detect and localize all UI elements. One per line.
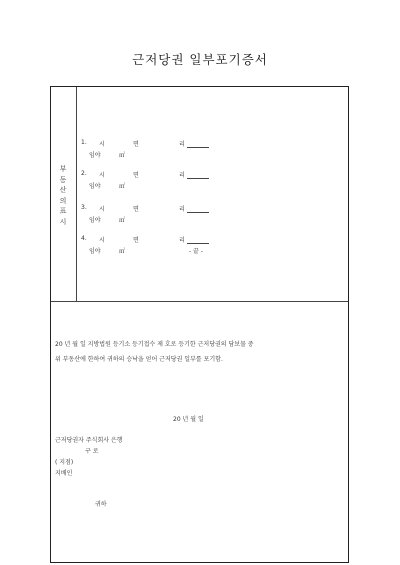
entry-land-type: 임야: [89, 183, 101, 190]
issue-date: 20 년 월 일: [173, 416, 204, 423]
entry-si: 시: [99, 237, 105, 244]
entry-area-unit: ㎡: [119, 248, 126, 255]
entry-si: 시: [99, 206, 105, 213]
property-entry-4: [81, 235, 241, 257]
entry-number: 3.: [81, 204, 87, 211]
signer-line-2: 구 로: [85, 448, 99, 455]
signer-line-1: 근저당권자 주식회사 은행: [55, 437, 123, 444]
entry-land-type: 임야: [89, 217, 101, 224]
entry-myeon: 면: [133, 206, 139, 213]
entry-myeon: 면: [133, 141, 139, 148]
end-marker: - 끝 -: [189, 248, 203, 255]
entry-si: 시: [99, 141, 105, 148]
entry-myeon: 면: [133, 172, 139, 179]
entry-number: 1.: [81, 139, 87, 146]
property-entry-1: [81, 139, 241, 161]
entry-myeon: 면: [133, 237, 139, 244]
property-entry-3: [81, 204, 241, 226]
entry-number: 4.: [81, 235, 87, 242]
entry-area-unit: ㎡: [119, 152, 126, 159]
statement-line-2: 위 부동산에 한하여 귀하의 승낙을 얻어 근저당권 일부를 포기함.: [55, 356, 223, 363]
entry-si: 시: [99, 172, 105, 179]
entry-ri: 리: [179, 204, 209, 213]
property-label: 부 동 산 의 표 시: [59, 165, 67, 226]
entry-ri: 리: [179, 235, 209, 244]
certificate-frame: [50, 86, 349, 563]
property-entry-2: [81, 170, 241, 192]
column-divider: [76, 87, 77, 301]
entry-number: 2.: [81, 170, 87, 177]
entry-land-type: 임야: [89, 152, 101, 159]
entry-area-unit: ㎡: [119, 217, 126, 224]
entry-ri: 리: [179, 170, 209, 179]
entry-area-unit: ㎡: [119, 183, 126, 190]
page-title: 근저당권 일부포기증서: [132, 52, 268, 67]
signer-line-4: 지배인: [55, 470, 73, 477]
signer-line-3: ( 지점): [55, 459, 74, 466]
statement-line-1: 20 년 월 일 지방법원 등기소 등기접수 제 호로 등기한 근저당권의 담보물 중: [55, 341, 254, 348]
recipient: 귀하: [95, 501, 107, 508]
entry-ri: 리: [179, 139, 209, 148]
entry-land-type: 임야: [89, 248, 101, 255]
section-divider: [51, 301, 348, 302]
